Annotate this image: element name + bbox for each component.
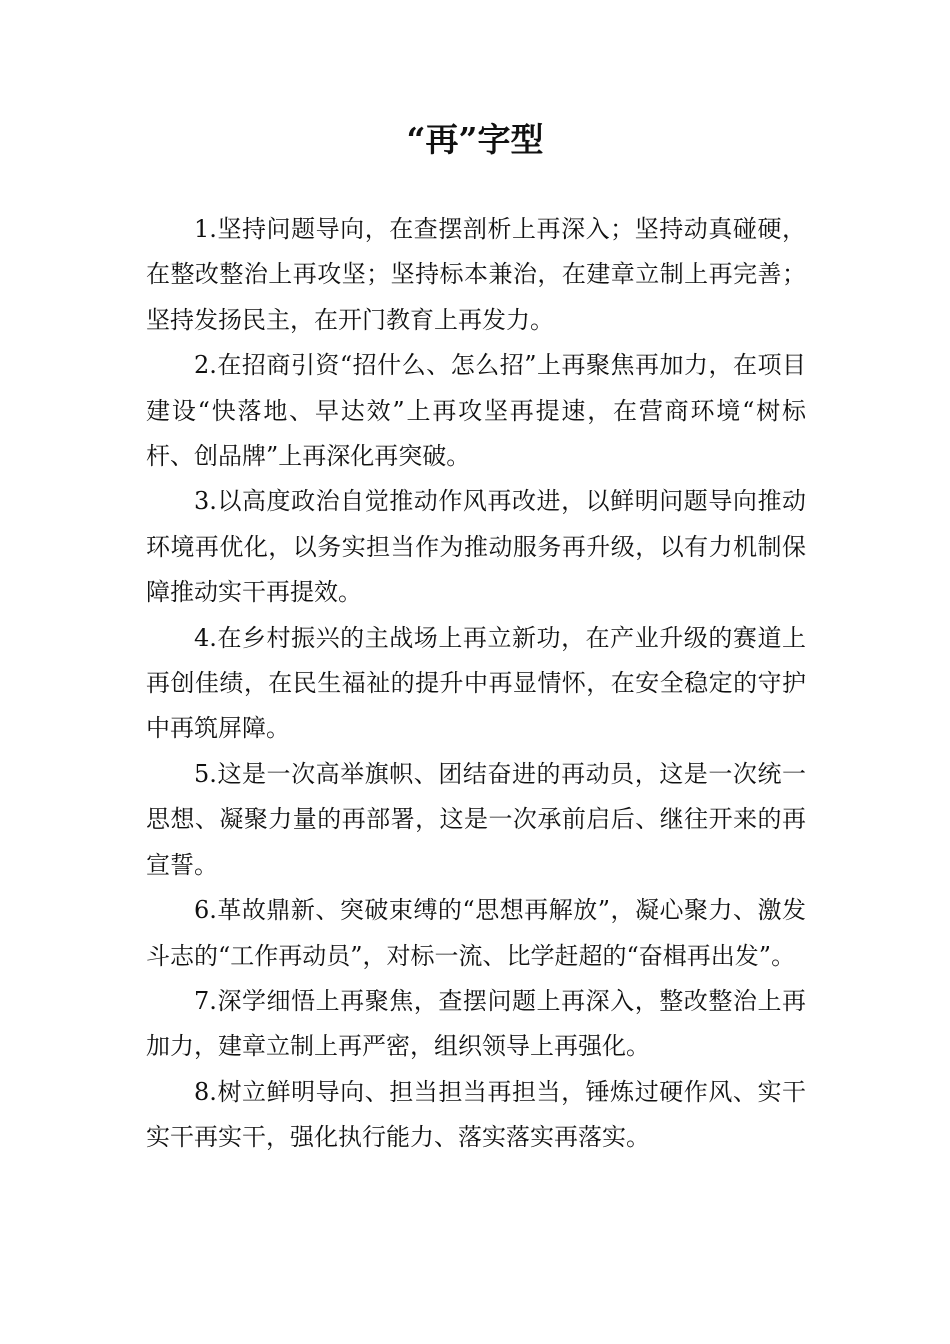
- paragraph-7: 7.深学细悟上再聚焦，查摆问题上再深入，整改整治上再加力，建章立制上再严密，组织领导上再强化。: [146, 986, 806, 1061]
- paragraph-2: 2.在招商引资“招什么、怎么招”上再聚焦再加力，在项目建设“快落地、早达效”上再攻坚再提速，在营商环境“树标杆、创品牌”上再深化再突破。: [146, 351, 806, 471]
- paragraph-8: 8.树立鲜明导向、担当担当再担当，锤炼过硬作风、实干实干再实干，强化执行能力、落实落实再落实。: [146, 1077, 806, 1152]
- document-title: “再”字型: [406, 120, 544, 159]
- paragraph-4: 4.在乡村振兴的主战场上再立新功，在产业升级的赛道上再创佳绩，在民生福祉的提升中再显情怀，在安全稳定的守护中再筑屏障。: [146, 623, 806, 743]
- document-body: [146, 207, 806, 1161]
- paragraph-6: 6.革故鼎新、突破束缚的“思想再解放”，凝心聚力、激发斗志的“工作再动员”，对标一流、比学赶超的“奋楫再出发”。: [146, 896, 806, 970]
- paragraph-5: 5.这是一次高举旗帜、团结奋进的再动员，这是一次统一思想、凝聚力量的再部署，这是一次承前启后、继往开来的再宣誓。: [146, 759, 806, 879]
- paragraph-1: 1.坚持问题导向，在查摆剖析上再深入；坚持动真碰硬，在整改整治上再攻坚；坚持标本兼治，在建章立制上再完善；坚持发扬民主，在开门教育上再发力。: [146, 215, 806, 334]
- paragraph-3: 3.以高度政治自觉推动作风再改进，以鲜明问题导向推动环境再优化，以务实担当作为推动服务再升级，以有力机制保障推动实干再提效。: [146, 487, 806, 607]
